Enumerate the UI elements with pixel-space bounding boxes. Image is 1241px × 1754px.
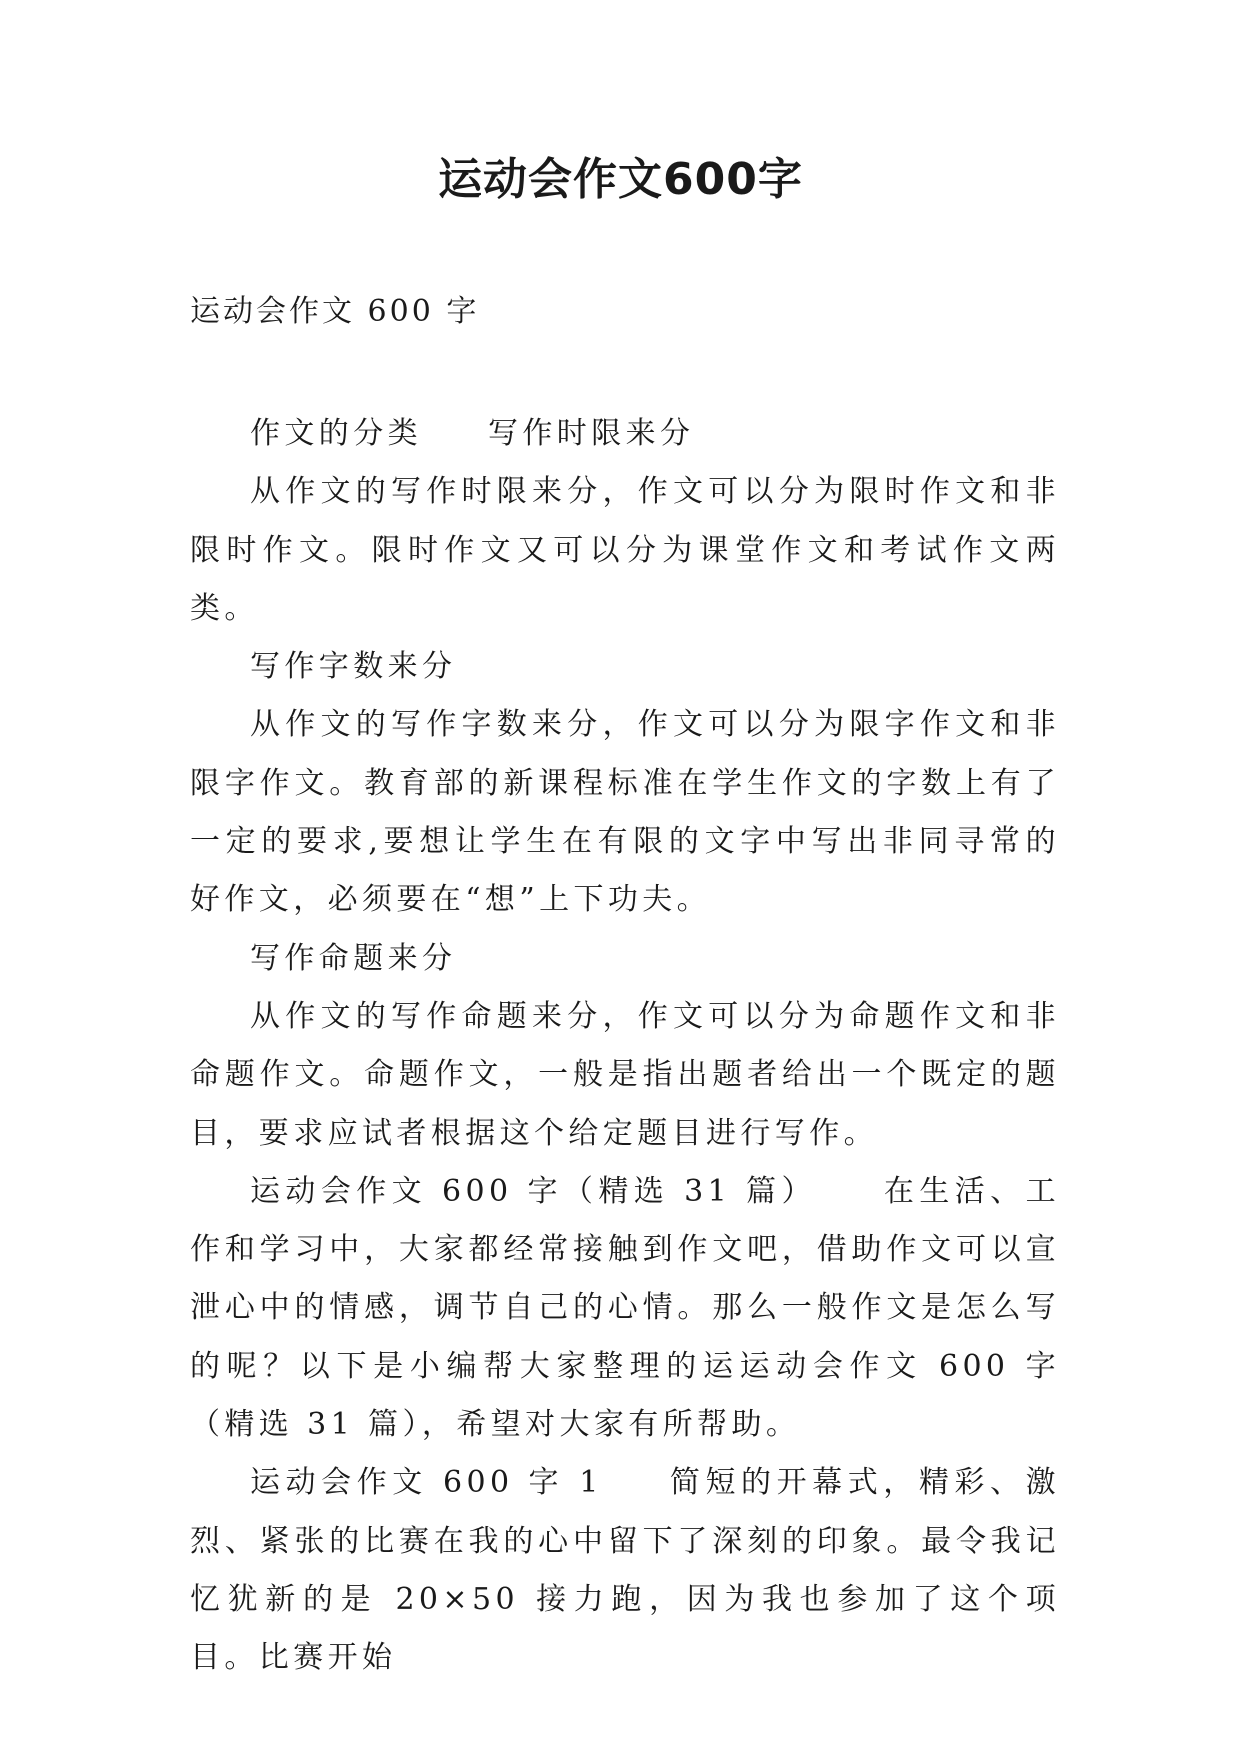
paragraph-text: 从作文的写作时限来分，作文可以分为限时作文和非限时作文。限时作文又可以分为课堂作文和考试作文两类。 (190, 474, 1060, 626)
paragraph-text: 写作字数来分 (250, 649, 457, 685)
paragraph-text: 从作文的写作字数来分，作文可以分为限字作文和非限字作文。教育部的新课程标准在学生作文的字数上有了一定的要求,要想让学生在有限的文字中写出非同寻常的好作文，必须要在“想”上下功夫。 (190, 707, 1060, 918)
paragraph (190, 1454, 1060, 1687)
paragraph-text: 写作时限来分 (488, 416, 695, 451)
paragraph (190, 696, 1060, 929)
document-body (190, 405, 1060, 1688)
paragraph (190, 1163, 1060, 1454)
paragraph-lead: 运动会作文 600 字（精选 31 篇） (250, 1173, 817, 1209)
paragraph-text: 简短的开幕式，精彩、激烈、紧张的比赛在我的心中留下了深刻的印象。最令我记忆犹新的是 20×50 接力跑，因为我也参加了这个项目。比赛开始 (190, 1465, 1060, 1676)
paragraph (190, 405, 1060, 463)
paragraph-text: 从作文的写作命题来分，作文可以分为命题作文和非命题作文。命题作文，一般是指出题者给出一个既定的题目，要求应试者根据这个给定题目进行写作。 (190, 998, 1060, 1151)
paragraph (190, 988, 1060, 1163)
paragraph (190, 930, 1060, 988)
paragraph-lead: 运动会作文 600 字 1 (250, 1465, 603, 1501)
paragraph-text: 写作命题来分 (250, 940, 457, 976)
paragraph-lead: 作文的分类 (250, 416, 422, 451)
paragraph (190, 463, 1060, 638)
document-title: 运动会作文600字 (438, 154, 803, 205)
paragraph (190, 638, 1060, 696)
paragraph-text: 在生活、工作和学习中，大家都经常接触到作文吧，借助作文可以宣泄心中的情感，调节自己的心情。那么一般作文是怎么写的呢？以下是小编帮大家整理的运运动会作文 600 字（精选 31 篇），希望对大家有所帮助。 (190, 1173, 1060, 1443)
document-subtitle: 运动会作文 600 字 (190, 294, 480, 329)
